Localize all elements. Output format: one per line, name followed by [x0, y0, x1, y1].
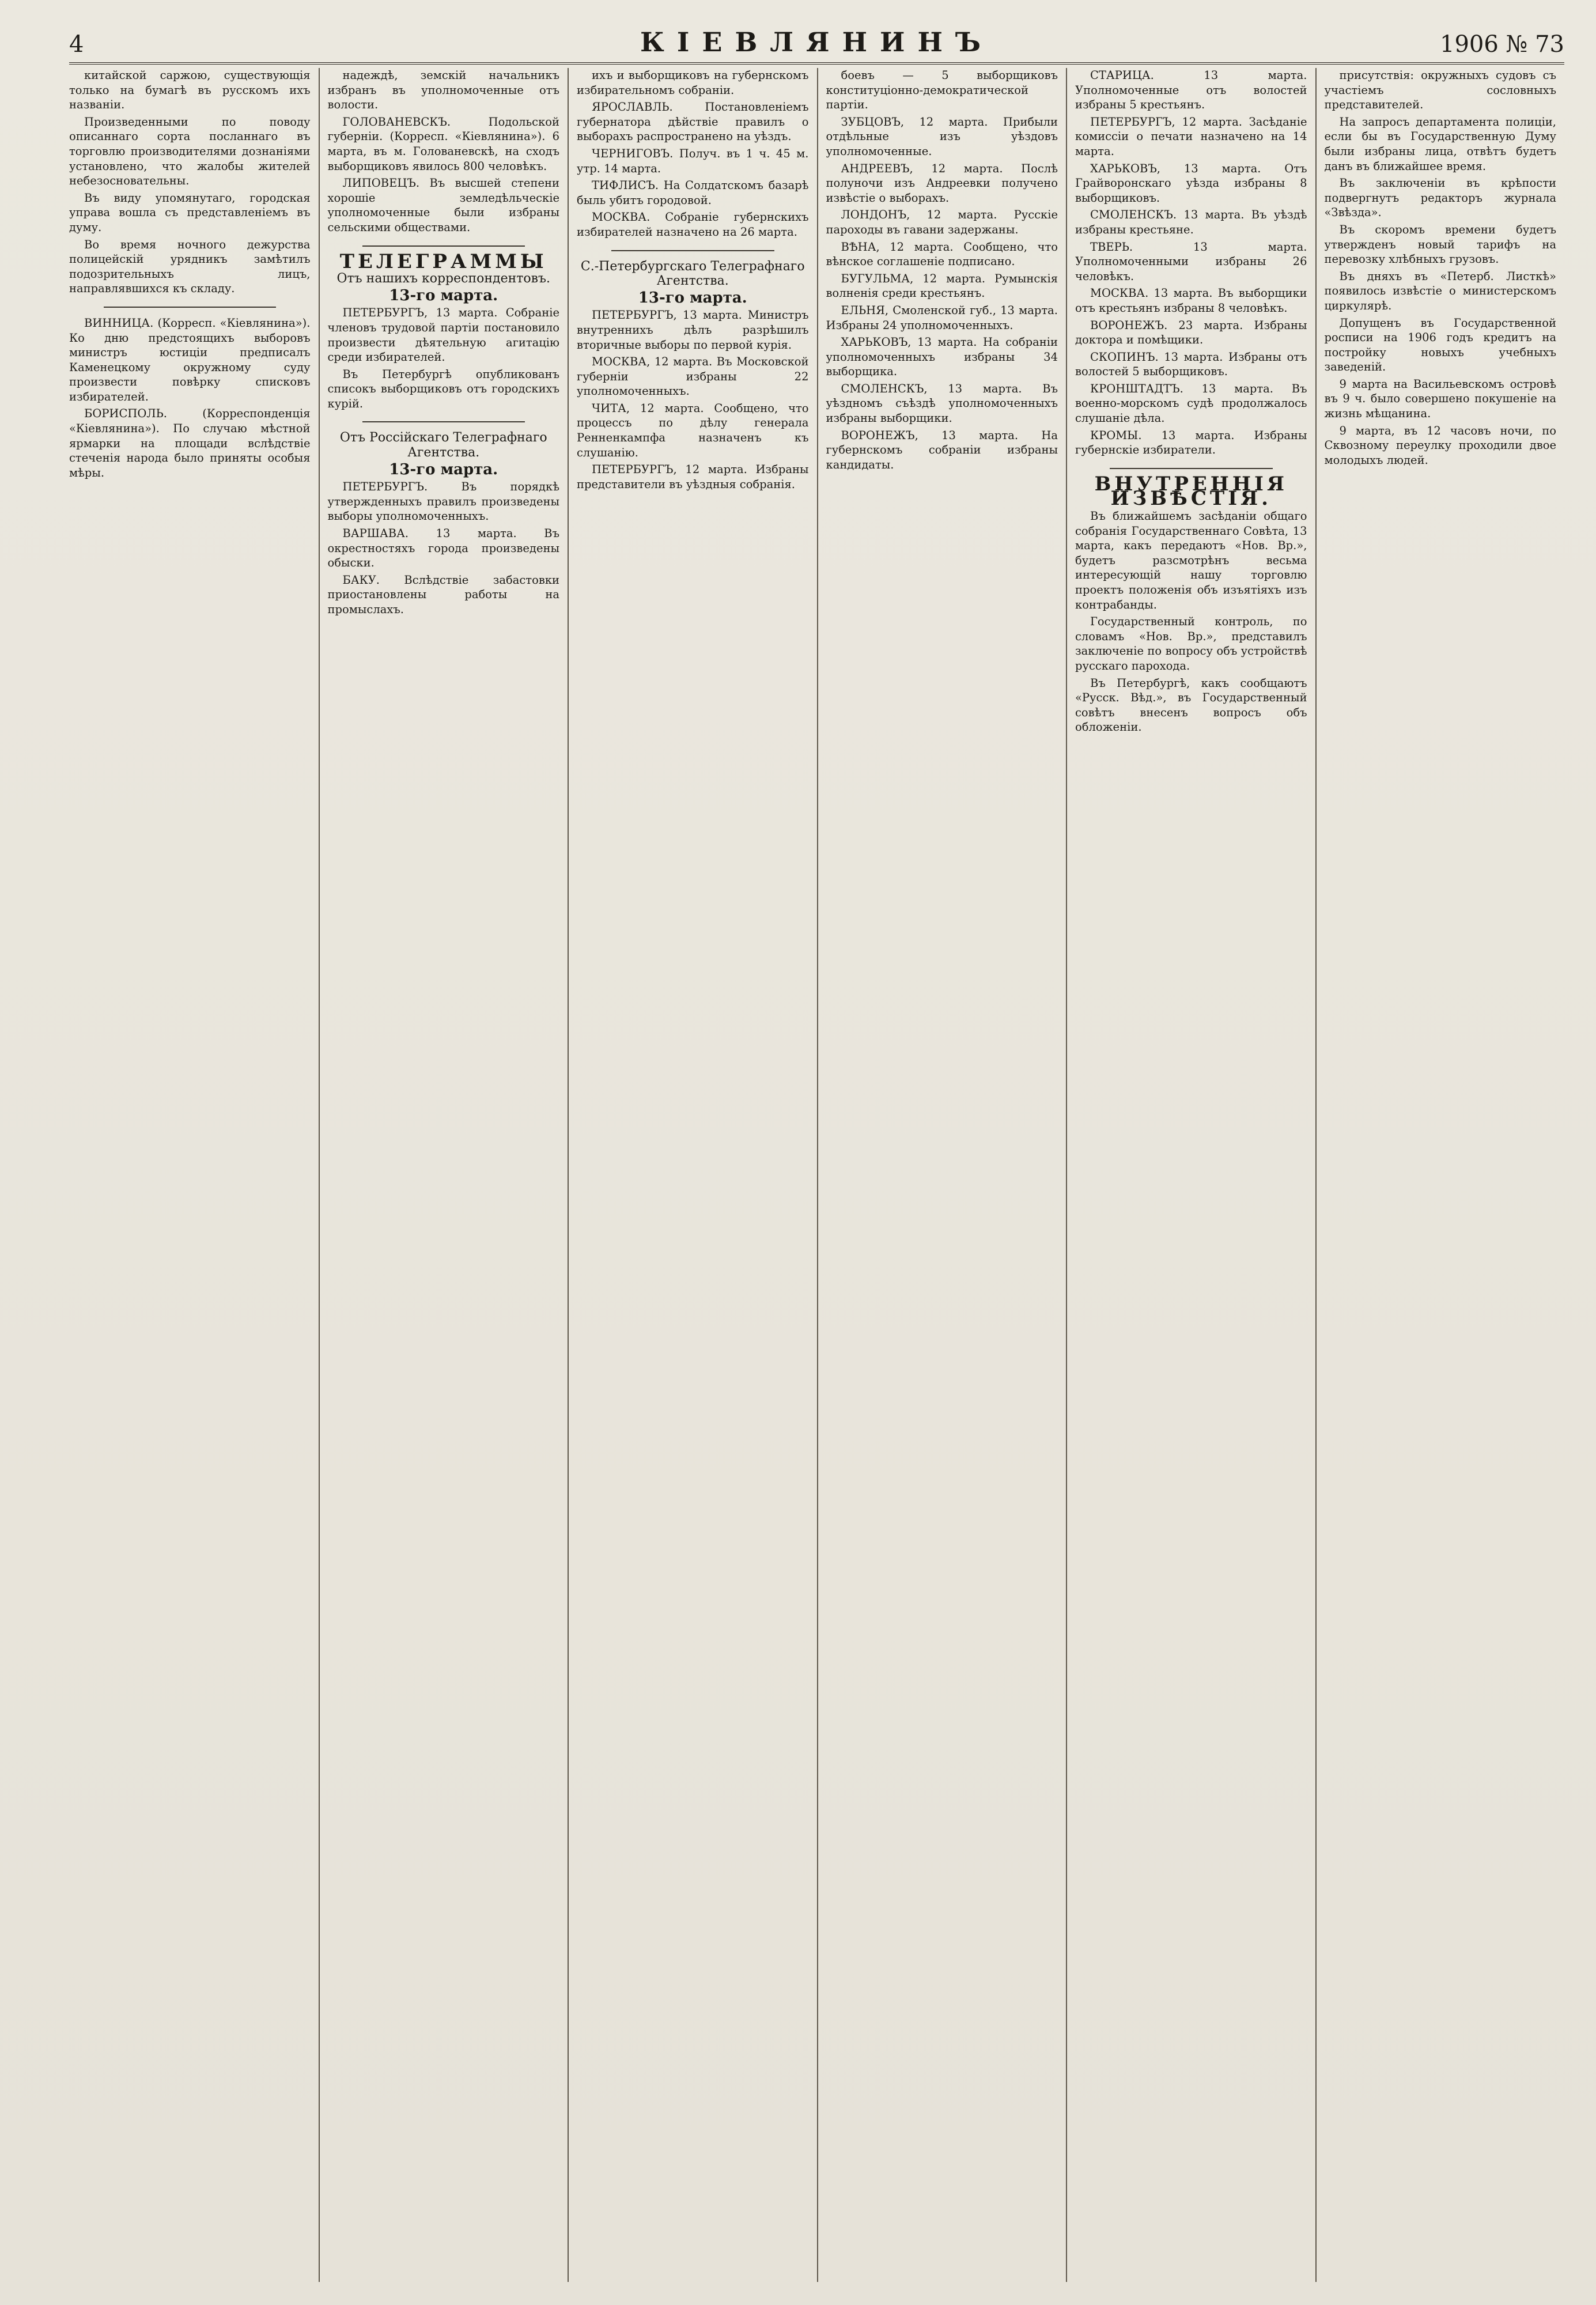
article-paragraph: ЛИПОВЕЦЪ. Въ высшей степени хорошіе земледѣльческіе уполномоченные были избраны сельскими обществами. — [327, 176, 559, 234]
telegram-item: ПЕТЕРБУРГЪ, 13 марта. Министръ внутреннихъ дѣлъ разрѣшилъ вторичные выборы по первой курія. — [577, 308, 809, 352]
article-paragraph: АНДРЕЕВЪ, 12 марта. Послѣ полуночи изъ Андреевки получено извѣстіе о выборахъ. — [826, 161, 1058, 205]
article-paragraph: Государственный контроль, по словамъ «Нов. Вр.», представилъ заключеніе по вопросу объ устройствѣ русскаго парохода. — [1075, 615, 1307, 672]
divider — [104, 307, 276, 308]
article-paragraph: МОСКВА. 13 марта. Въ выборщики отъ крестьянъ избраны 8 человѣкъ. — [1075, 286, 1307, 315]
article-paragraph: На запросъ департамента полиціи, если бы въ Государственную Думу были избраны лица, отвѣтъ будетъ данъ въ ближайшее время. — [1324, 115, 1556, 173]
column-6 — [1315, 68, 1565, 2282]
article-paragraph: боевъ — 5 выборщиковъ конституціонно-демократической партіи. — [826, 69, 1058, 112]
article-paragraph: ТИФЛИСЪ. На Солдатскомъ базарѣ быль убитъ городовой. — [577, 179, 809, 207]
article-paragraph: Въ Петербургѣ, какъ сообщаютъ «Русск. Вѣд.», въ Государственный совѣтъ внесенъ вопросъ объ обложеніи. — [1075, 676, 1307, 734]
column-5 — [1066, 68, 1315, 2282]
article-paragraph: ВОРОНЕЖЪ, 13 марта. На губернскомъ собраніи избраны кандидаты. — [826, 428, 1058, 471]
column-3 — [568, 68, 817, 2282]
article-paragraph: 9 марта на Васильевскомъ островѣ въ 9 ч. было совершено покушеніе на жизнь мѣщанина. — [1324, 377, 1556, 421]
article-paragraph: КРОНШТАДТЪ. 13 марта. Въ военно-морскомъ судѣ продолжалось слушаніе дѣла. — [1075, 381, 1307, 425]
article-paragraph: ихъ и выборщиковъ на губернскомъ избирательномъ собраніи. — [577, 69, 809, 97]
section-subtitle: Отъ Россійскаго Телеграфнаго Агентства. — [339, 430, 547, 460]
article-paragraph: ЧЕРНИГОВЪ. Получ. въ 1 ч. 45 м. утр. 14 марта. — [577, 146, 809, 175]
section-title: ВНУТРЕННІЯ ИЗВѢСТІЯ. — [1094, 472, 1288, 511]
masthead — [69, 12, 1564, 65]
telegram-item: БАКУ. Вслѣдствіе забастовки приостановлены работы на промыслахъ. — [327, 573, 559, 616]
newspaper-title: КІЕВЛЯНИНЪ — [640, 27, 993, 58]
section-date: 13-го марта. — [638, 289, 747, 307]
article-paragraph: присутствія: окружныхъ судовъ съ участіемъ сословныхъ представителей. — [1324, 69, 1556, 112]
telegram-item: ЧИТА, 12 марта. Сообщено, что процессъ по дѣлу генерала Ренненкампфа назначенъ къ слушанію. — [577, 401, 809, 459]
article-paragraph: МОСКВА. Собраніе губернскихъ избирателей назначено на 26 марта. — [577, 210, 809, 239]
divider — [1110, 468, 1273, 469]
article-paragraph: ВИННИЦА. (Корресп. «Кіевлянина»). Ко дню предстоящихъ выборовъ министръ юстиціи предписалъ Каменецкому окружному суду произвести повѣрку списковъ избирателей. — [69, 316, 311, 403]
article-paragraph: ВОРОНЕЖЪ. 23 марта. Избраны доктора и помѣщики. — [1075, 318, 1307, 347]
article-paragraph: ХАРЬКОВЪ, 13 марта. Отъ Грайворонскаго уѣзда избраны 8 выборщиковъ. — [1075, 161, 1307, 205]
column-4 — [817, 68, 1066, 2282]
article-paragraph: ЗУБЦОВЪ, 12 марта. Прибыли отдѣльные изъ уѣздовъ уполномоченные. — [826, 115, 1058, 158]
telegram-item: Въ Петербургѣ опубликованъ списокъ выборщиковъ отъ городскихъ курій. — [327, 367, 559, 410]
section-title: ТЕЛЕГРАММЫ — [339, 250, 547, 273]
telegram-item: ПЕТЕРБУРГЪ, 13 марта. Собраніе членовъ трудовой партіи постановило произвести дѣятельную агитацію среди избирателей. — [327, 306, 559, 364]
section-subtitle: Отъ нашихъ корреспондентовъ. — [336, 271, 551, 286]
article-paragraph: ГОЛОВАНЕВСКЪ. Подольской губерніи. (Корресп. «Кіевлянина»). 6 марта, въ м. Голованевскѣ, на сходъ выборщиковъ явилось 800 человѣкъ. — [327, 115, 559, 173]
columns — [69, 68, 1564, 2282]
telegram-item: ВАРШАВА. 13 марта. Въ окрестностяхъ города произведены обыски. — [327, 527, 559, 570]
column-1 — [69, 68, 319, 2282]
article-paragraph: КРОМЫ. 13 марта. Избраны губернскіе избиратели. — [1075, 428, 1307, 457]
article-paragraph: СМОЛЕНСКЪ. 13 марта. Въ уѣздѣ избраны крестьяне. — [1075, 208, 1307, 236]
article-paragraph: Въ заключеніи въ крѣпости подвергнутъ редакторъ журнала «Звѣзда». — [1324, 176, 1556, 220]
article-paragraph: СТАРИЦА. 13 марта. Уполномоченные отъ волостей избраны 5 крестьянъ. — [1075, 69, 1307, 112]
article-paragraph: ЛОНДОНЪ, 12 марта. Русскіе пароходы въ гавани задержаны. — [826, 208, 1058, 236]
article-paragraph: ХАРЬКОВЪ, 13 марта. На собраніи уполномоченныхъ избраны 34 выборщика. — [826, 335, 1058, 379]
telegram-item: ПЕТЕРБУРГЪ, 12 марта. Избраны представители въ уѣздныя собранія. — [577, 463, 809, 491]
article-paragraph: 9 марта, въ 12 часовъ ночи, по Сквозному переулку проходили двое молодыхъ людей. — [1324, 424, 1556, 467]
article-paragraph: ПЕТЕРБУРГЪ, 12 марта. Засѣданіе комиссіи о печати назначено на 14 марта. — [1075, 115, 1307, 158]
divider — [362, 421, 525, 422]
article-paragraph: Въ виду упомянутаго, городская управа вошла съ представленіемъ въ думу. — [69, 191, 311, 234]
article-paragraph: ТВЕРЬ. 13 марта. Уполномоченными избраны 26 человѣкъ. — [1075, 240, 1307, 283]
article-paragraph: ЯРОСЛАВЛЬ. Постановленіемъ губернатора дѣйствіе правилъ о выборахъ распространено на уѣздъ. — [577, 100, 809, 143]
article-paragraph: Въ ближайшемъ засѣданіи общаго собранія Государственнаго Совѣта, 13 марта, какъ передаютъ «Нов. Вр.», будетъ разсмотрѣнъ весьма интересующій нашу торговлю проектъ положенія объ изъятіяхъ изъ контрабанды. — [1075, 509, 1307, 611]
article-paragraph: китайской саржою, существующія только на бумагѣ въ русскомъ ихъ названіи. — [69, 69, 311, 112]
section-date: 13-го марта. — [389, 286, 498, 304]
article-paragraph: ВѢНА, 12 марта. Сообщено, что вѣнское соглашеніе подписано. — [826, 240, 1058, 269]
article-paragraph: Допущенъ въ Государственной росписи на 1906 годъ кредитъ на постройку новыхъ учебныхъ заведеній. — [1324, 316, 1556, 374]
section-date: 13-го марта. — [389, 460, 498, 478]
article-paragraph: Въ скоромъ времени будетъ утвержденъ новый тарифъ на перевозку хлѣбныхъ грузовъ. — [1324, 222, 1556, 266]
article-paragraph: Въ дняхъ въ «Петерб. Листкѣ» появилось извѣстіе о министерскомъ циркулярѣ. — [1324, 269, 1556, 312]
article-paragraph: БОРИСПОЛЬ. (Корреспонденція «Кіевлянина»). По случаю мѣстной ярмарки на площади вслѣдствіе стеченія народа было приняты особыя мѣры. — [69, 407, 311, 479]
column-2 — [319, 68, 568, 2282]
section-title: С.-Петербургскаго Телеграфнаго Агентства. — [580, 259, 805, 289]
article-paragraph: Произведенными по поводу описаннаго сорта посланнаго въ торговлю производителями дознаніями установлено, что жалобы жителей небезосновательны. — [69, 115, 311, 188]
article-paragraph: надеждѣ, земскій начальникъ избранъ въ уполномоченные отъ волости. — [327, 69, 559, 112]
divider — [611, 250, 774, 251]
article-paragraph: ЕЛЬНЯ, Смоленской губ., 13 марта. Избраны 24 уполномоченныхъ. — [826, 303, 1058, 332]
page-number: 4 — [69, 31, 84, 58]
article-paragraph: Во время ночного дежурства полицейскій урядникъ замѣтилъ подозрительныхъ лицъ, направлявшихся къ складу. — [69, 237, 311, 296]
issue-number: 1906 № 73 — [1440, 31, 1564, 58]
article-paragraph: СКОПИНЪ. 13 марта. Избраны отъ волостей 5 выборщиковъ. — [1075, 350, 1307, 379]
article-paragraph: СМОЛЕНСКЪ, 13 марта. Въ уѣздномъ съѣздѣ уполномоченныхъ избраны выборщики. — [826, 381, 1058, 425]
telegram-item: МОСКВА, 12 марта. Въ Московской губерніи избраны 22 уполномоченныхъ. — [577, 355, 809, 398]
article-paragraph: БУГУЛЬМА, 12 марта. Румынскія волненія среди крестьянъ. — [826, 271, 1058, 300]
telegram-item: ПЕТЕРБУРГЪ. Въ порядкѣ утвержденныхъ правилъ произведены выборы уполномоченныхъ. — [327, 480, 559, 523]
divider — [362, 245, 525, 247]
